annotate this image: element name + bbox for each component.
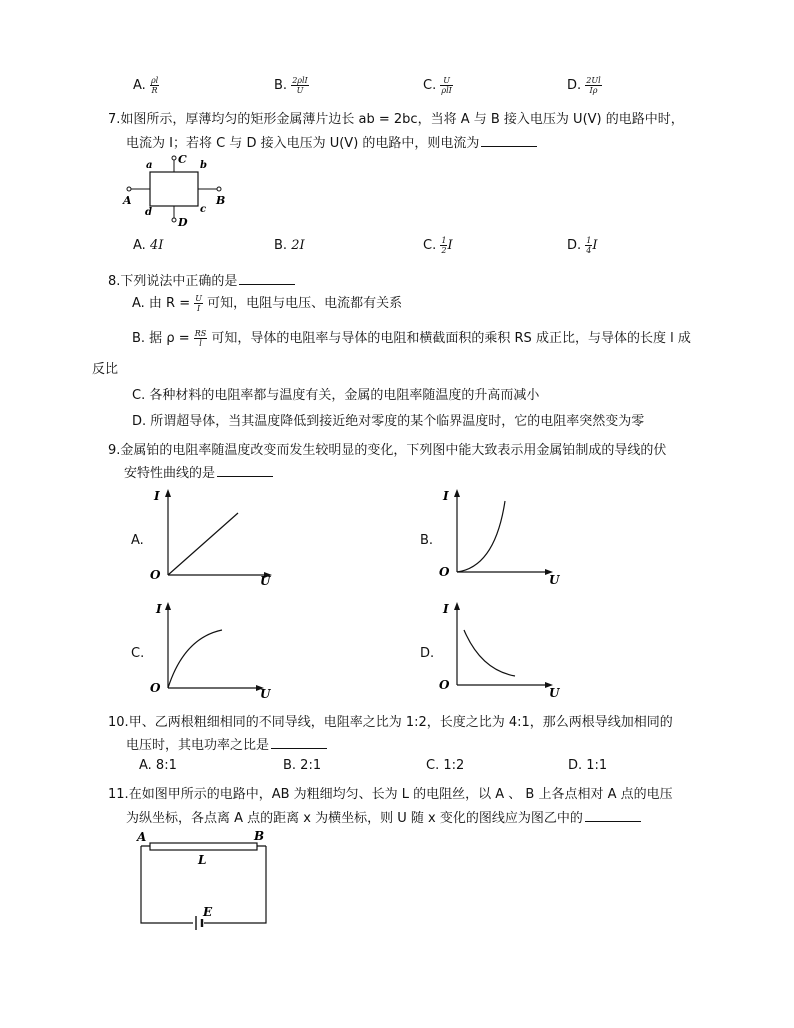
q7-metal-sheet-figure <box>120 152 230 232</box>
label-B: B <box>216 194 226 207</box>
q9-graph-c[interactable] <box>148 600 278 701</box>
q6-option-c[interactable]: C. $\frac{U}{\text{ρlI}}$ <box>423 76 452 95</box>
q7-option-a[interactable]: A. 4I <box>133 238 164 253</box>
q8-option-b[interactable]: B. 据 ρ = $\frac{RS}{l}$ 可知，导体的电阻率与导体的电阻和横截面积的乘积 RS 成正比，与导体的长度 l 成 <box>132 329 691 348</box>
q8-stem: 8.下列说法中正确的是 <box>108 270 295 289</box>
q11-stem-line1: 11.在如图甲所示的电路中，AB 为粗细均匀、长为 L 的电阻丝，以 A 、 B 上各点相对 A 点的电压 <box>108 787 673 802</box>
svg-text:L: L <box>198 853 207 867</box>
q9-graph-c-label[interactable]: C. <box>131 646 145 661</box>
q10-answer-blank[interactable] <box>271 736 327 749</box>
q6-a-fraction: $\frac{\rho l}{R}$ <box>150 76 159 95</box>
label-D: D <box>178 216 188 229</box>
q6-option-a[interactable]: A. $\frac{\rho l}{R}$ <box>133 76 159 95</box>
q10-number: 10. <box>108 715 129 730</box>
svg-text:O: O <box>150 568 161 582</box>
svg-text:O: O <box>439 565 450 579</box>
svg-text:U: U <box>260 687 271 701</box>
metal-sheet-rect <box>150 172 198 206</box>
q8-number: 8. <box>108 274 121 289</box>
q6-option-b[interactable]: B. $\frac{\text{2ρlI}}{U}$ <box>274 76 308 95</box>
q7-option-c[interactable]: C. $\frac{1}{2}$ I <box>423 236 453 255</box>
label-b: b <box>200 160 207 171</box>
q8-answer-blank[interactable] <box>239 272 295 285</box>
svg-text:U: U <box>549 686 560 700</box>
q7-stem-line2: 电流为 I；若将 C 与 D 接入电压为 U(V) 的电路中，则电流为 <box>126 132 537 151</box>
q9-graph-a-label[interactable]: A. <box>131 533 144 548</box>
q6-b-fraction: $\frac{\text{2ρlI}}{U}$ <box>292 76 308 95</box>
svg-text:U: U <box>549 573 560 587</box>
q9-graph-b-label[interactable]: B. <box>420 533 434 548</box>
q9-number: 9. <box>108 443 121 458</box>
label-a: a <box>146 160 153 171</box>
svg-text:O: O <box>150 681 161 695</box>
q6-c-fraction: $\frac{U}{\text{ρlI}}$ <box>441 76 452 95</box>
q11-stem-line2: 为纵坐标，各点离 A 点的距离 x 为横坐标，则 U 随 x 变化的图线应为图乙中的 <box>126 807 641 826</box>
svg-text:I: I <box>156 602 162 616</box>
q10-option-c[interactable]: C. 1:2 <box>426 758 465 773</box>
q10-option-d[interactable]: D. 1:1 <box>568 758 608 773</box>
q9-graph-a[interactable] <box>148 487 278 588</box>
label-C: C <box>178 153 187 166</box>
q6-d-fraction: $\frac{2Ul}{I\rho}$ <box>586 76 601 95</box>
q10-stem-line1: 10.甲、乙两根粗细相同的不同导线，电阻率之比为 1:2，长度之比为 4:1，那么两根导线加相同的 <box>108 715 673 730</box>
resistance-wire <box>150 843 257 850</box>
iv-curve-convex <box>457 501 505 572</box>
q11-answer-blank[interactable] <box>585 809 641 822</box>
q9-stem-line2: 安特性曲线的是 <box>124 462 273 481</box>
q7-option-b[interactable]: B. 2I <box>274 238 305 253</box>
q9-graph-d[interactable] <box>437 600 567 698</box>
iv-curve-decreasing <box>464 630 515 676</box>
svg-text:U: U <box>260 574 271 588</box>
q10-option-a[interactable]: A. 8:1 <box>139 758 177 773</box>
q10-stem-line2: 电压时，其电功率之比是 <box>126 734 327 753</box>
q8-option-c[interactable]: C. 各种材料的电阻率都与温度有关，金属的电阻率随温度的升高而减小 <box>132 388 540 403</box>
svg-text:I: I <box>443 489 449 503</box>
q6-option-d[interactable]: D. $\frac{2Ul}{I\rho}$ <box>567 76 601 95</box>
q7-stem-line1: 7.如图所示，厚薄均匀的矩形金属薄片边长 ab = 2bc，当将 A 与 B 接入电压为 U(V) 的电路中时， <box>108 112 684 127</box>
q11-number: 11. <box>108 787 129 802</box>
svg-text:A: A <box>137 830 147 844</box>
svg-text:I: I <box>443 602 449 616</box>
q9-answer-blank[interactable] <box>217 464 273 477</box>
q9-graph-b[interactable] <box>437 487 567 585</box>
svg-text:I: I <box>154 489 160 503</box>
q7-answer-blank[interactable] <box>481 134 537 147</box>
q9-graph-d-label[interactable]: D. <box>420 646 435 661</box>
q8-option-b-cont: 反比 <box>92 362 119 377</box>
svg-text:E: E <box>203 905 213 919</box>
iv-curve-linear <box>168 513 238 575</box>
q8-option-d[interactable]: D. 所谓超导体，当其温度降低到接近绝对零度的某个临界温度时，它的电阻率突然变为零 <box>132 414 645 429</box>
svg-text:B: B <box>254 829 265 843</box>
q11-circuit-figure <box>130 828 280 930</box>
label-c: c <box>200 204 207 215</box>
svg-text:O: O <box>439 678 450 692</box>
q7-option-d[interactable]: D. $\frac{1}{4}$ I <box>567 236 598 255</box>
label-A: A <box>123 194 132 207</box>
label-d: d <box>145 207 152 218</box>
q7-number: 7. <box>108 112 121 127</box>
iv-curve-concave <box>168 630 222 688</box>
q8-option-a[interactable]: A. 由 R = $\frac{U}{I}$ 可知，电阻与电压、电流都有关系 <box>132 294 403 313</box>
q10-option-b[interactable]: B. 2:1 <box>283 758 322 773</box>
q9-stem-line1: 9.金属铂的电阻率随温度改变而发生较明显的变化，下列图中能大致表示用金属铂制成的导线的伏 <box>108 443 667 458</box>
